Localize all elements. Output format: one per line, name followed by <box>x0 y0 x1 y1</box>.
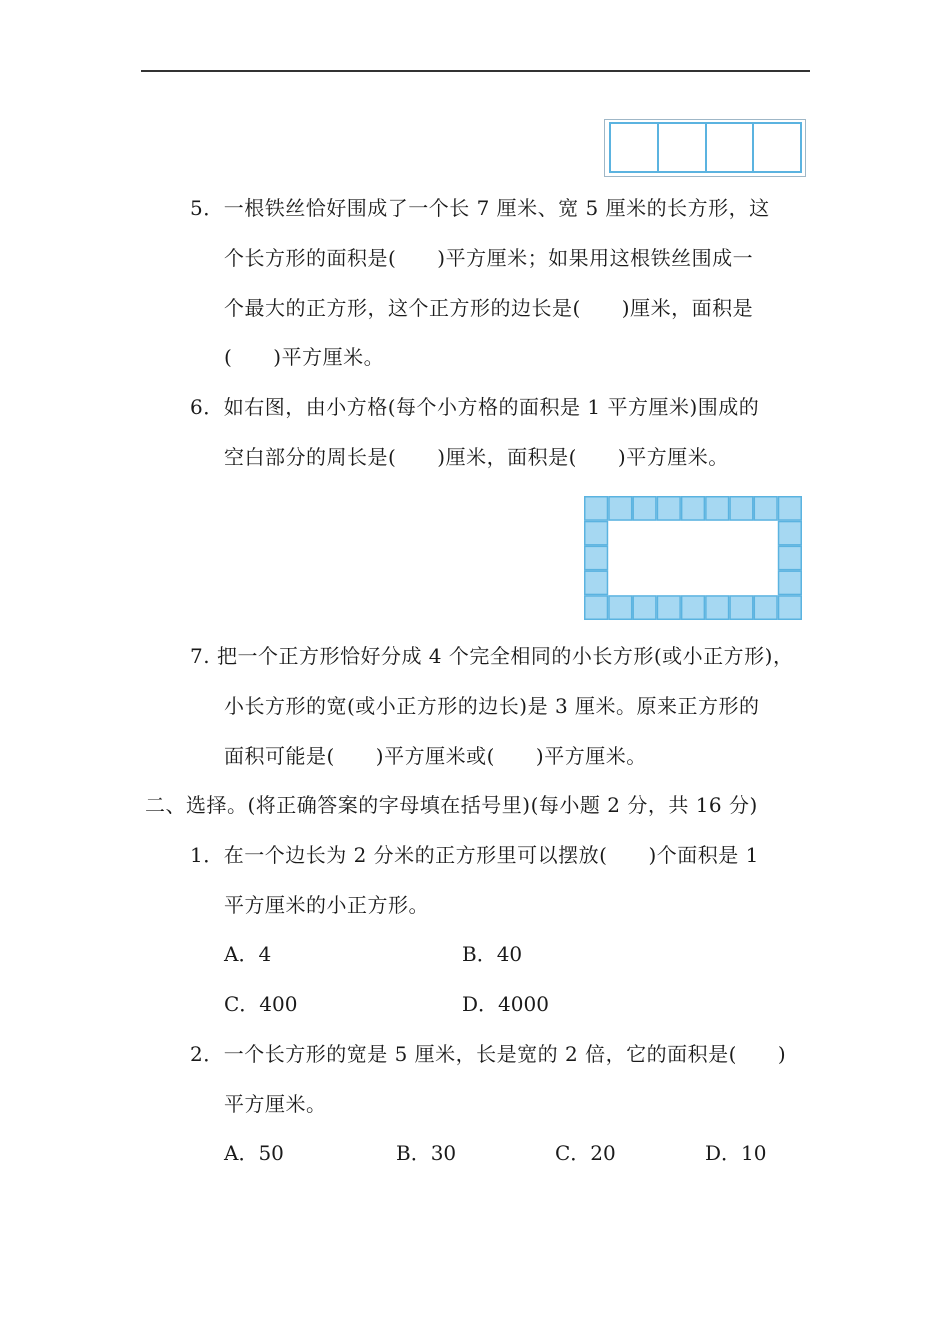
c2-option-c: C．20 <box>555 1141 616 1165</box>
grid-square <box>779 497 802 520</box>
c1-line2: 平方厘米的小正方形。 <box>224 893 429 917</box>
grid-square <box>779 596 802 619</box>
grid-square <box>633 497 656 520</box>
c1-option-c: C．400 <box>224 992 298 1016</box>
grid-square <box>585 571 608 594</box>
grid-square <box>754 596 777 619</box>
c1-option-d: D．4000 <box>462 992 549 1016</box>
four-square-figure <box>604 119 806 177</box>
grid-square <box>706 497 729 520</box>
grid-cell <box>707 124 755 171</box>
grid-square <box>657 497 680 520</box>
grid-square <box>682 497 705 520</box>
c1-line1: 1．在一个边长为 2 分米的正方形里可以摆放( )个面积是 1 <box>190 843 759 867</box>
q5-line3: 个最大的正方形，这个正方形的边长是( )厘米，面积是 <box>224 296 754 320</box>
grid-square <box>682 596 705 619</box>
c1-option-b: B．40 <box>462 942 523 966</box>
grid-square <box>779 546 802 569</box>
grid-square <box>730 596 753 619</box>
grid-square <box>585 522 608 545</box>
c2-option-b: B．30 <box>396 1141 457 1165</box>
q5-line2: 个长方形的面积是( )平方厘米；如果用这根铁丝围成一 <box>224 246 754 270</box>
grid-square <box>706 596 729 619</box>
grid-cell <box>754 124 800 171</box>
grid-square <box>754 497 777 520</box>
q6-line2: 空白部分的周长是( )厘米，面积是( )平方厘米。 <box>224 445 729 469</box>
header-rule <box>141 70 810 72</box>
grid-square <box>585 596 608 619</box>
c1-option-a: A．4 <box>224 942 272 966</box>
grid-square <box>585 546 608 569</box>
grid-cell <box>611 124 659 171</box>
grid-square <box>609 596 632 619</box>
grid-square <box>779 522 802 545</box>
q7-line2: 小长方形的宽(或小正方形的边长)是 3 厘米。原来正方形的 <box>224 694 760 718</box>
c2-line1: 2．一个长方形的宽是 5 厘米，长是宽的 2 倍，它的面积是( ) <box>190 1042 787 1066</box>
grid-square <box>585 497 608 520</box>
grid-square <box>657 596 680 619</box>
grid-square <box>779 571 802 594</box>
c2-line2: 平方厘米。 <box>224 1092 327 1116</box>
c2-option-d: D．10 <box>705 1141 767 1165</box>
grid-square <box>633 596 656 619</box>
q7-line1: 7. 把一个正方形恰好分成 4 个完全相同的小长方形(或小正方形)， <box>190 644 794 668</box>
q5-line1: 5．一根铁丝恰好围成了一个长 7 厘米、宽 5 厘米的长方形，这 <box>190 196 770 220</box>
section2-heading: 二、选择。(将正确答案的字母填在括号里)(每小题 2 分，共 16 分) <box>145 793 758 817</box>
q7-line3: 面积可能是( )平方厘米或( )平方厘米。 <box>224 744 647 768</box>
square-ring-figure <box>584 496 802 620</box>
grid-square <box>730 497 753 520</box>
q5-line4: ( )平方厘米。 <box>224 345 385 369</box>
grid-square <box>609 497 632 520</box>
c2-option-a: A．50 <box>224 1141 284 1165</box>
grid-cell <box>659 124 707 171</box>
q6-line1: 6．如右图，由小方格(每个小方格的面积是 1 平方厘米)围成的 <box>190 395 760 419</box>
